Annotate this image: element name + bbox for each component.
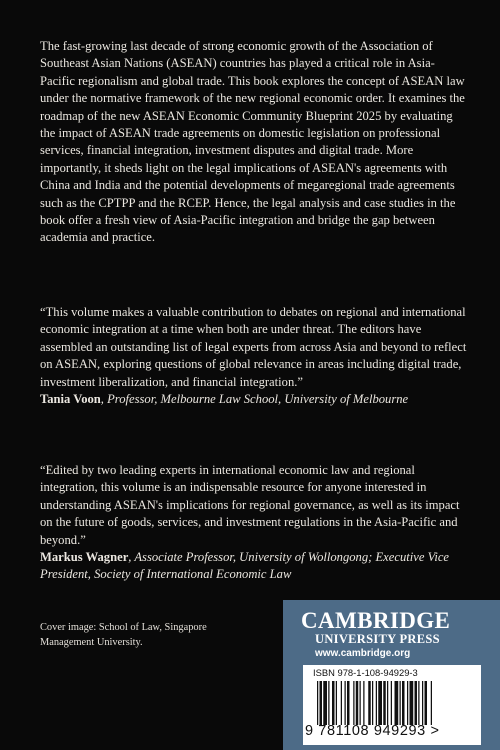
cover-image-credit: Cover image: School of Law, Singapore Management University. [40,622,207,648]
endorsement-attribution [40,549,468,584]
endorser-role: , Associate Professor, University of Wollongong; Executive Vice President, Society of International Economic Law [40,550,450,582]
barcode-image [317,681,471,725]
endorsement-2 [40,462,468,584]
isbn-label: ISBN 978-1-108-94929-3 [313,667,418,678]
endorsement-quote: “Edited by two leading experts in international economic law and regional integration, this volume is an indispensable resource for anyone interested in understanding ASEAN's implications for regional governance, as well as its impact on the future of goods, services, and investment regulations in the Asia-Pacific and beyond.” [40,463,460,547]
book-description: The fast-growing last decade of strong economic growth of the Association of Southeast Asian Nations (ASEAN) countries has played a critical role in Asia-Pacific regionalism and global trade. This book explores the concept of ASEAN law under the normative framework of the new regional economic order. It examines the roadmap of the new ASEAN Economic Community Blueprint 2025 by evaluating the impact of ASEAN trade agreements on domestic legislation on professional services, financial integration, investment disputes and digital trade. More importantly, it sheds light on the legal implications of ASEAN's agreements with China and India and the potential developments of megaregional trade agreements such as the CPTPP and the RCEP. Hence, the legal analysis and case studies in the book offer a fresh view of Asia-Pacific integration and bridge the gap between academia and practice. [40,39,465,245]
publisher-logo-subtitle: UNIVERSITY PRESS [315,632,440,646]
publisher-logo: CAMBRIDGE [301,608,451,633]
endorser-role: , Professor, Melbourne Law School, University of Melbourne [100,392,409,407]
endorser-name: Tania Voon [40,392,101,407]
barcode-digits: 9 781108 949293 > [305,723,440,739]
isbn-barcode-block [303,665,481,745]
endorsement-quote: “This volume makes a valuable contribution to debates on regional and international economic integration at a time when both are under threat. The editors have assembled an outstanding list of legal experts from across Asia and beyond to reflect on ASEAN, exploring questions of global relevance in areas including digital trade, investment liberalization, and financial integration.” [40,305,467,389]
endorsement-1 [40,304,468,408]
publisher-website: www.cambridge.org [315,648,411,659]
endorsement-attribution [40,391,468,408]
publisher-panel [283,600,500,750]
endorser-name: Markus Wagner [40,550,129,565]
